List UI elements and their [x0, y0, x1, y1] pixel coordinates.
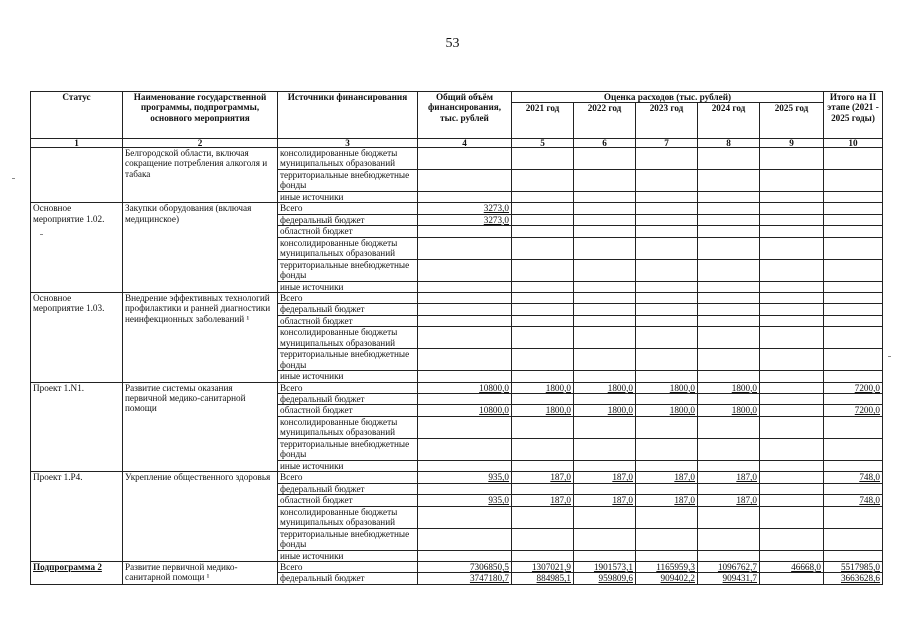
- row-source: консолидированные бюджеты муниципальных образований: [278, 237, 418, 259]
- row-value: [636, 528, 698, 550]
- row-value: 3273,0: [418, 203, 512, 214]
- row-value: [636, 550, 698, 561]
- row-value: 10800,0: [418, 382, 512, 393]
- row-name: Развитие системы оказания первичной медико-санитарной помощи: [123, 382, 278, 472]
- row-source: территориальные внебюджетные фонды: [278, 438, 418, 460]
- row-value: [636, 327, 698, 349]
- row-value: 909431,7: [698, 573, 760, 584]
- row-value: 3747180,7: [418, 573, 512, 584]
- header-sources: Источники финансирования: [278, 92, 418, 139]
- table-row: [31, 203, 883, 214]
- row-value: [574, 349, 636, 371]
- row-source: Всего: [278, 472, 418, 483]
- row-source: федеральный бюджет: [278, 304, 418, 315]
- row-source: Всего: [278, 561, 418, 572]
- row-value: 935,0: [418, 472, 512, 483]
- row-value: [760, 438, 824, 460]
- row-source: федеральный бюджет: [278, 214, 418, 225]
- row-value: [512, 528, 574, 550]
- row-value: 187,0: [636, 472, 698, 483]
- row-value: [760, 170, 824, 192]
- row-value: [418, 349, 512, 371]
- row-value: [698, 203, 760, 214]
- table-row: [31, 561, 883, 572]
- row-value: [698, 304, 760, 315]
- row-value: [574, 327, 636, 349]
- row-value: [698, 327, 760, 349]
- row-value: [760, 148, 824, 170]
- row-value: [574, 438, 636, 460]
- row-value: 187,0: [698, 472, 760, 483]
- row-value: [760, 226, 824, 237]
- row-value: [760, 203, 824, 214]
- row-value: [824, 506, 883, 528]
- row-value: [418, 550, 512, 561]
- row-value: 7200,0: [824, 382, 883, 393]
- row-value: [418, 170, 512, 192]
- table-row: [31, 148, 883, 170]
- row-value: [418, 315, 512, 326]
- row-value: [698, 315, 760, 326]
- row-value: [824, 394, 883, 405]
- column-index: 7: [636, 139, 698, 148]
- row-value: [574, 237, 636, 259]
- header-year: 2022 год: [574, 103, 636, 139]
- row-value: [512, 304, 574, 315]
- row-value: [574, 506, 636, 528]
- row-value: [512, 170, 574, 192]
- row-value: [574, 460, 636, 471]
- row-value: [760, 506, 824, 528]
- row-name: Белгородской области, включая сокращение потребления алкоголя и табака: [123, 148, 278, 203]
- row-value: [512, 371, 574, 382]
- row-value: [574, 550, 636, 561]
- row-value: [574, 315, 636, 326]
- row-source: консолидированные бюджеты муниципальных образований: [278, 506, 418, 528]
- row-value: [636, 170, 698, 192]
- row-status: Проект 1.N1.: [31, 382, 123, 472]
- row-value: [824, 259, 883, 281]
- row-value: 10800,0: [418, 405, 512, 416]
- row-value: [574, 304, 636, 315]
- row-value: [574, 226, 636, 237]
- row-value: [760, 528, 824, 550]
- row-value: 1800,0: [512, 405, 574, 416]
- row-value: [760, 293, 824, 304]
- row-value: [418, 483, 512, 494]
- row-value: [824, 170, 883, 192]
- row-value: [418, 327, 512, 349]
- row-value: [418, 416, 512, 438]
- row-value: [698, 460, 760, 471]
- row-value: 3273,0: [418, 214, 512, 225]
- row-value: [574, 371, 636, 382]
- row-value: [636, 506, 698, 528]
- row-value: [636, 483, 698, 494]
- header-stage-total: Итого на II этапе (2021 - 2025 годы): [824, 92, 883, 139]
- row-source: Всего: [278, 203, 418, 214]
- row-value: [418, 371, 512, 382]
- table-body: [31, 148, 883, 585]
- row-value: 46668,0: [760, 561, 824, 572]
- row-value: [636, 293, 698, 304]
- row-value: [574, 170, 636, 192]
- row-source: федеральный бюджет: [278, 573, 418, 584]
- row-value: [698, 483, 760, 494]
- row-value: [636, 416, 698, 438]
- row-value: [698, 237, 760, 259]
- row-value: 935,0: [418, 495, 512, 506]
- row-value: [574, 528, 636, 550]
- header-estimate: Оценка расходов (тыс. рублей): [512, 92, 824, 103]
- row-value: [824, 416, 883, 438]
- row-value: [574, 293, 636, 304]
- row-value: [824, 349, 883, 371]
- row-value: [824, 148, 883, 170]
- row-value: 884985,1: [512, 573, 574, 584]
- row-value: [824, 327, 883, 349]
- row-value: [512, 506, 574, 528]
- row-status: [31, 148, 123, 203]
- row-status: Проект 1.Р4.: [31, 472, 123, 562]
- row-value: [824, 528, 883, 550]
- row-value: [698, 259, 760, 281]
- column-index: 6: [574, 139, 636, 148]
- row-value: [760, 394, 824, 405]
- row-value: [698, 148, 760, 170]
- row-value: 748,0: [824, 495, 883, 506]
- column-index: 4: [418, 139, 512, 148]
- row-source: иные источники: [278, 460, 418, 471]
- row-value: [698, 371, 760, 382]
- header-year: 2025 год: [760, 103, 824, 139]
- row-value: [760, 416, 824, 438]
- row-value: [418, 226, 512, 237]
- row-value: [512, 192, 574, 203]
- header-status: Статус: [31, 92, 123, 139]
- row-value: [418, 438, 512, 460]
- row-status: Подпрограмма 2: [31, 561, 123, 584]
- row-value: [698, 192, 760, 203]
- row-value: 1096762,7: [698, 561, 760, 572]
- row-source: Всего: [278, 382, 418, 393]
- row-value: [418, 281, 512, 292]
- row-value: [574, 483, 636, 494]
- row-value: [418, 506, 512, 528]
- row-value: 187,0: [636, 495, 698, 506]
- header-year: 2024 год: [698, 103, 760, 139]
- row-source: областной бюджет: [278, 226, 418, 237]
- row-value: [512, 315, 574, 326]
- row-value: [760, 214, 824, 225]
- row-value: [824, 550, 883, 561]
- column-index: 5: [512, 139, 574, 148]
- row-value: 187,0: [698, 495, 760, 506]
- row-value: [512, 416, 574, 438]
- row-value: 187,0: [512, 472, 574, 483]
- row-value: [418, 304, 512, 315]
- row-value: [418, 192, 512, 203]
- row-value: [698, 416, 760, 438]
- row-value: [574, 416, 636, 438]
- row-value: [760, 550, 824, 561]
- row-value: [512, 226, 574, 237]
- row-value: [512, 460, 574, 471]
- row-value: [574, 259, 636, 281]
- row-value: [512, 394, 574, 405]
- row-source: иные источники: [278, 192, 418, 203]
- header-year: 2023 год: [636, 103, 698, 139]
- row-value: [574, 214, 636, 225]
- row-value: [760, 405, 824, 416]
- row-value: 5517985,0: [824, 561, 883, 572]
- row-value: [698, 281, 760, 292]
- row-value: [636, 148, 698, 170]
- row-value: [636, 214, 698, 225]
- row-value: [636, 460, 698, 471]
- row-source: федеральный бюджет: [278, 483, 418, 494]
- row-value: [760, 327, 824, 349]
- row-value: [418, 460, 512, 471]
- row-value: [512, 483, 574, 494]
- row-value: [574, 192, 636, 203]
- row-value: [512, 281, 574, 292]
- row-source: консолидированные бюджеты муниципальных образований: [278, 416, 418, 438]
- row-value: [418, 394, 512, 405]
- row-value: 1800,0: [698, 405, 760, 416]
- column-index: 10: [824, 139, 883, 148]
- row-source: областной бюджет: [278, 315, 418, 326]
- row-value: [698, 349, 760, 371]
- row-value: [636, 371, 698, 382]
- row-value: [824, 203, 883, 214]
- row-value: 909402,2: [636, 573, 698, 584]
- row-value: 1800,0: [574, 405, 636, 416]
- table-row: [31, 293, 883, 304]
- row-value: [698, 170, 760, 192]
- row-value: [512, 237, 574, 259]
- row-name: Укрепление общественного здоровья: [123, 472, 278, 562]
- column-index: 8: [698, 139, 760, 148]
- row-value: [760, 483, 824, 494]
- row-value: [824, 304, 883, 315]
- column-index: 9: [760, 139, 824, 148]
- row-value: [418, 259, 512, 281]
- row-value: [418, 293, 512, 304]
- row-source: территориальные внебюджетные фонды: [278, 170, 418, 192]
- row-value: [824, 438, 883, 460]
- table-row: [31, 382, 883, 393]
- row-value: 1800,0: [698, 382, 760, 393]
- row-value: [636, 192, 698, 203]
- row-value: [824, 293, 883, 304]
- row-value: [512, 349, 574, 371]
- row-value: 1800,0: [512, 382, 574, 393]
- row-value: [824, 460, 883, 471]
- row-value: 1800,0: [636, 382, 698, 393]
- row-value: [698, 214, 760, 225]
- row-value: [698, 438, 760, 460]
- table-row: [31, 472, 883, 483]
- row-source: областной бюджет: [278, 405, 418, 416]
- row-value: [574, 148, 636, 170]
- row-source: консолидированные бюджеты муниципальных образований: [278, 148, 418, 170]
- row-source: территориальные внебюджетные фонды: [278, 259, 418, 281]
- row-value: [636, 304, 698, 315]
- row-name: Развитие первичной медико-санитарной помощи ¹: [123, 561, 278, 584]
- header-name: Наименование государственной программы, подпрограммы, основного мероприятия: [123, 92, 278, 139]
- row-value: [574, 281, 636, 292]
- row-value: [636, 438, 698, 460]
- row-value: 959809,6: [574, 573, 636, 584]
- row-value: [698, 506, 760, 528]
- budget-table: [30, 91, 883, 585]
- row-value: [824, 371, 883, 382]
- row-value: [760, 460, 824, 471]
- row-value: [760, 237, 824, 259]
- row-value: 7306850,5: [418, 561, 512, 572]
- row-value: [512, 203, 574, 214]
- row-value: [636, 259, 698, 281]
- row-value: 748,0: [824, 472, 883, 483]
- row-value: [760, 371, 824, 382]
- header-year: 2021 год: [512, 103, 574, 139]
- row-value: [698, 528, 760, 550]
- row-value: 1307021,9: [512, 561, 574, 572]
- row-value: [636, 394, 698, 405]
- row-source: иные источники: [278, 550, 418, 561]
- row-value: [760, 495, 824, 506]
- row-value: [824, 237, 883, 259]
- row-value: [824, 214, 883, 225]
- row-value: [636, 237, 698, 259]
- row-value: 187,0: [574, 472, 636, 483]
- row-value: [760, 281, 824, 292]
- row-value: [760, 315, 824, 326]
- row-value: [512, 148, 574, 170]
- row-value: [760, 192, 824, 203]
- row-value: 1800,0: [636, 405, 698, 416]
- row-source: Всего: [278, 293, 418, 304]
- row-name: Внедрение эффективных технологий профилактики и ранней диагностики неинфекционных заболеваний ¹: [123, 293, 278, 383]
- row-value: [824, 483, 883, 494]
- page-number: 53: [445, 36, 460, 51]
- row-value: [574, 394, 636, 405]
- row-value: [636, 315, 698, 326]
- row-value: [512, 327, 574, 349]
- row-value: [636, 349, 698, 371]
- row-value: 187,0: [574, 495, 636, 506]
- row-value: [760, 259, 824, 281]
- row-value: [512, 550, 574, 561]
- row-value: [512, 438, 574, 460]
- row-value: 3663628,6: [824, 573, 883, 584]
- row-value: [760, 573, 824, 584]
- row-value: [636, 226, 698, 237]
- row-source: территориальные внебюджетные фонды: [278, 349, 418, 371]
- row-status: Основное мероприятие 1.02.: [31, 203, 123, 293]
- row-value: [418, 528, 512, 550]
- row-source: иные источники: [278, 281, 418, 292]
- row-value: [760, 304, 824, 315]
- row-value: [698, 226, 760, 237]
- row-value: [824, 315, 883, 326]
- row-value: 1165959,3: [636, 561, 698, 572]
- row-value: [698, 394, 760, 405]
- row-value: [760, 382, 824, 393]
- row-value: [512, 293, 574, 304]
- row-value: 1800,0: [574, 382, 636, 393]
- row-value: [824, 192, 883, 203]
- column-index: 1: [31, 139, 123, 148]
- column-index: 3: [278, 139, 418, 148]
- row-source: территориальные внебюджетные фонды: [278, 528, 418, 550]
- row-value: [760, 349, 824, 371]
- row-value: [418, 148, 512, 170]
- row-source: консолидированные бюджеты муниципальных образований: [278, 327, 418, 349]
- row-status: Основное мероприятие 1.03.: [31, 293, 123, 383]
- row-value: 7200,0: [824, 405, 883, 416]
- row-value: [636, 203, 698, 214]
- row-value: [574, 203, 636, 214]
- header-total: Общий объём финансирования, тыс. рублей: [418, 92, 512, 139]
- row-value: [760, 472, 824, 483]
- column-index: 2: [123, 139, 278, 148]
- row-value: [512, 259, 574, 281]
- row-source: иные источники: [278, 371, 418, 382]
- row-value: [698, 550, 760, 561]
- row-value: 187,0: [512, 495, 574, 506]
- row-name: Закупки оборудования (включая медицинское): [123, 203, 278, 293]
- row-value: [418, 237, 512, 259]
- row-source: федеральный бюджет: [278, 394, 418, 405]
- row-value: 1901573,1: [574, 561, 636, 572]
- row-value: [824, 226, 883, 237]
- row-source: областной бюджет: [278, 495, 418, 506]
- row-value: [824, 281, 883, 292]
- row-value: [698, 293, 760, 304]
- row-value: [636, 281, 698, 292]
- row-value: [512, 214, 574, 225]
